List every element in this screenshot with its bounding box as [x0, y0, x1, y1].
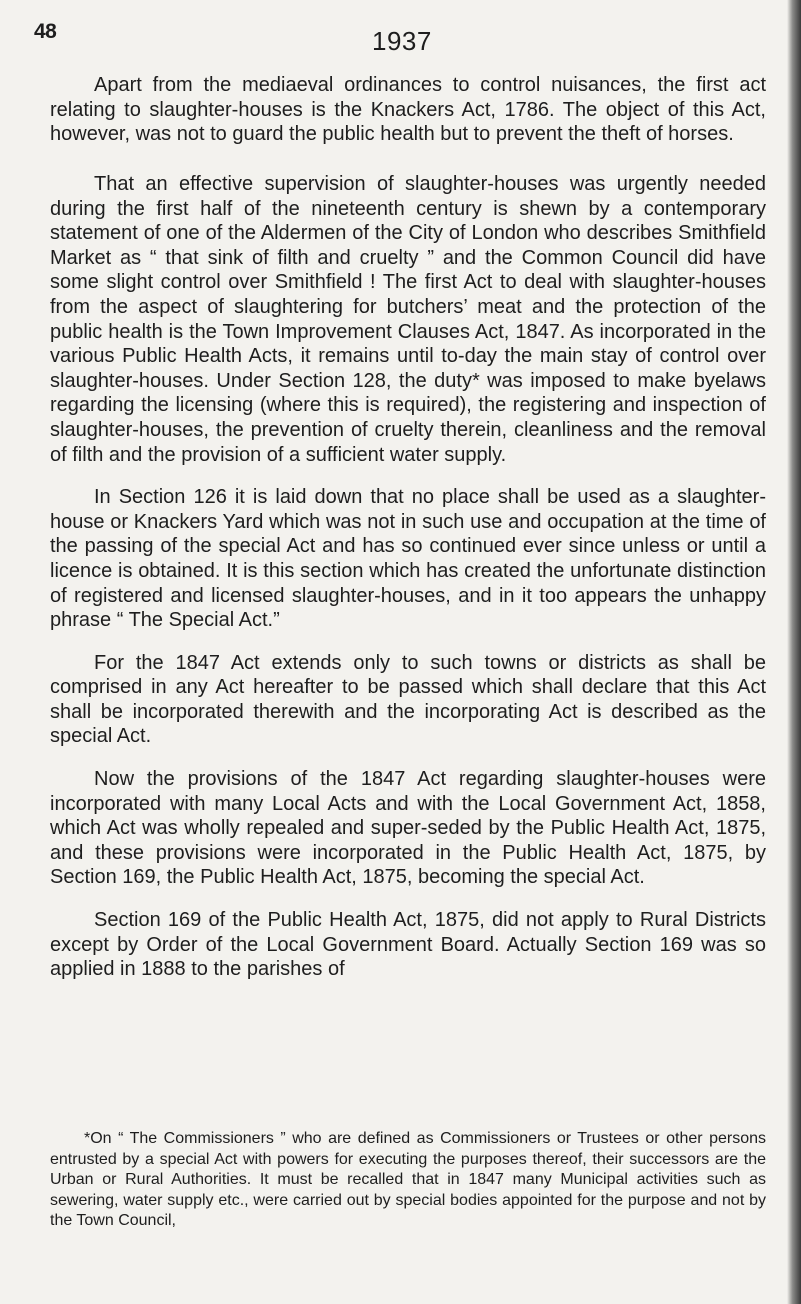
- paragraph-smithfield: That an effective supervision of slaughter-houses was urgently needed during the first half of the nineteenth century is shewn by a contemporary statement of one of the Aldermen of the City of London who describes Smithfield Market as “ that sink of filth and cruelty ” and the Common Council did have some slight control over Smithfield ! The first Act to deal with slaughter-houses from the aspect of slaughtering for butchers’ meat and the protection of the public health is the Town Improvement Clauses Act, 1847. As incorporated in the various Public Health Acts, it remains until to-day the main stay of control over slaughter-houses. Under Section 128, the duty* was imposed to make byelaws regarding the licensing (where this is required), the registering and inspection of slaughter-houses, the prevention of cruelty therein, cleanliness and the removal of filth and the provision of a sufficient water supply.: [50, 173, 766, 466]
- scan-edge-shadow: [787, 0, 801, 1304]
- paragraph-knackers-act: Apart from the mediaeval ordinances to control nuisances, the first act relating to slaughter-houses is the Knackers Act, 1786. The object of this Act, however, was not to guard the public health but to prevent the theft of horses.: [50, 74, 766, 146]
- page-number: 48: [34, 20, 57, 43]
- paragraph-1847-act: For the 1847 Act extends only to such towns or districts as shall be comprised in any Act hereafter to be passed which shall declare that this Act shall be incorporated therewith and the incorporating Act is described as the special Act.: [50, 651, 766, 748]
- body-text: [50, 172, 766, 1000]
- page-header-year: 1937: [372, 26, 432, 56]
- footnote: *On “ The Commissioners ” who are defined as Commissioners or Trustees or other persons entrusted by a special Act with powers for executing the purposes thereof, their successors are the Urban or Rural Authorities. It must be recalled that in 1847 many Municipal activities such as sewering, water supply etc., were carried out by special bodies appointed for the purpose and not by the Town Council,: [50, 1130, 766, 1229]
- paragraph-section-169: Section 169 of the Public Health Act, 1875, did not apply to Rural Districts except by Order of the Local Government Board. Actually Section 169 was so applied in 1888 to the parishes of: [50, 909, 766, 981]
- paragraph-local-acts: Now the provisions of the 1847 Act regarding slaughter-houses were incorporated with many Local Acts and with the Local Government Act, 1858, which Act was wholly repealed and super-seded by the Public Health Act, 1875, and these provisions were incorporated in the Public Health Act, 1875, by Section 169, the Public Health Act, 1875, becoming the special Act.: [50, 768, 766, 889]
- paragraph-section-126: In Section 126 it is laid down that no place shall be used as a slaughter-house or Knackers Yard which was not in such use and occupation at the time of the passing of the special Act and has so continued ever since unless or until a licence is obtained. It is this section which has created the unfortunate distinction of registered and licensed slaughter-houses, and in it too appears the unhappy phrase “ The Special Act.”: [50, 486, 766, 632]
